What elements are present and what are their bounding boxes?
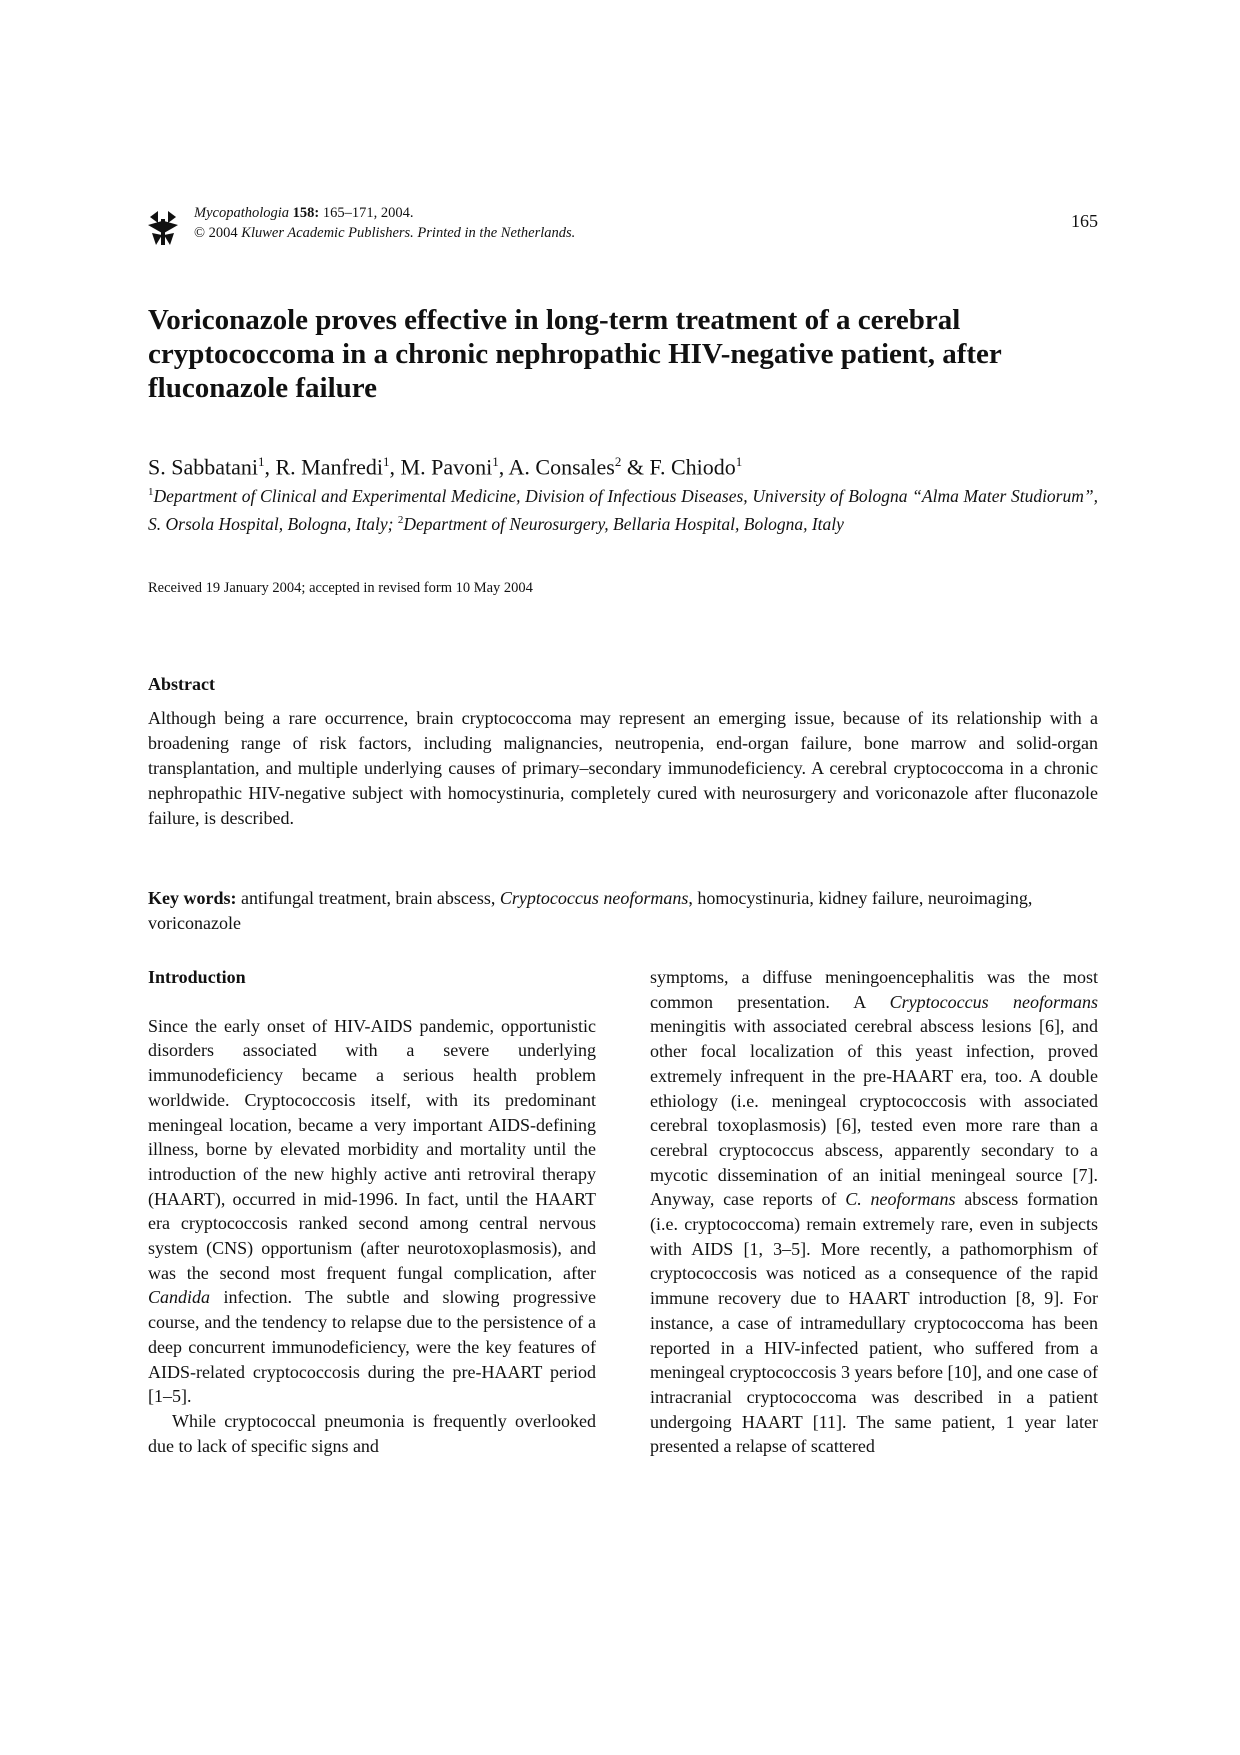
author-affiliation-mark: 1 [492,454,499,469]
author-name: A. Consales [508,454,615,480]
author-list [148,448,742,481]
journal-header [148,203,1098,253]
article-title: Voriconazole proves effective in long-term treatment of a cerebral cryptococcoma in a chronic nephropathic HIV-negative patient, after fluconazole failure [148,304,1002,404]
author-affiliation-mark: 1 [735,454,743,469]
journal-pages: 165–171, 2004. [322,205,414,221]
affiliation-mark: 2 [397,513,404,526]
author-affiliation-mark: 1 [383,454,390,469]
author-name: S. Sabbatani [148,454,258,480]
paragraph-italic: Cryptococcus neoformans [889,991,1098,1012]
copyright-publisher: Kluwer Academic Publishers. Printed in the Netherlands. [241,225,576,241]
author-name: M. Pavoni [400,454,493,480]
copyright-symbol: © [194,225,206,241]
right-column [650,965,1098,1459]
keywords-label: Key words: [148,888,237,908]
author-separator: & [621,454,650,480]
intro-paragraph-2-continued [650,965,1098,1459]
affiliation-mark: 1 [148,486,154,498]
paragraph-text: infection. The subtle and slowing progressive course, and the tendency to relapse due to the persistence of a deep concurrent immunodeficiency, were the key features of AIDS-related cryptococcosis during the pre-HAART period [1–5]. [148,1287,596,1407]
author-separator: , [389,454,401,480]
author-affiliation-mark: 1 [258,454,265,469]
keywords-italic: Cryptococcus neoformans [499,888,689,908]
journal-name: Mycopathologia [194,205,290,221]
intro-paragraph-2: While cryptococcal pneumonia is frequently overlooked due to lack of specific signs and [148,1410,596,1456]
journal-citation [194,203,575,243]
author-separator: , [264,454,276,480]
copyright-year: 2004 [208,225,238,241]
paragraph-text: Since the early onset of HIV-AIDS pandemic, opportunistic disorders associated with a severe underlying immunodeficiency became a serious health problem worldwide. Cryptococcosis itself, with its predominant meningeal location, became a very important AIDS-defining illness, borne by elevated morbidity and mortality until the introduction of the new highly active anti retroviral therapy (HAART), occurred in mid-1996. In fact, until the HAART era cryptococcosis ranked second among central nervous system (CNS) opportunism (after neurotoxoplasmosis), and was the second most frequent fungal complication, after [148,1015,596,1283]
affiliations [148,480,1098,536]
journal-volume: 158: [292,205,320,221]
page-number: 165 [1071,211,1098,231]
paragraph-italic: C. neoformans [845,1189,956,1210]
paragraph-text: meningitis with associated cerebral abscess lesions [6], and other focal localization of this yeast infection, proved extremely infrequent in the pre-HAART era, too. A double ethiology (i.e. meningeal cryptococcosis with associated cerebral toxoplasmosis) [6], tested even more rare than a cerebral cryptococcus abscess, apparently secondary to a mycotic dissemination of an initial meningeal source [7]. Anyway, case reports of [650,1016,1098,1210]
author-name: F. Chiodo [649,454,736,480]
affiliation-1: Department of Clinical and Experimental Medicine, Division of Infectious Diseases, University of Bologna “Alma Mater Studiorum”, S. Orsola Hospital, Bologna, Italy; [148,485,1098,534]
paragraph-text: symptoms, a diffuse meningoencephalitis was the most common presentation. A [650,967,1098,1012]
introduction-heading: Introduction [148,967,246,987]
author-separator: , [498,454,509,480]
intro-paragraph-1 [148,1014,596,1409]
author-name: R. Manfredi [275,454,384,480]
affiliation-2: Department of Neurosurgery, Bellaria Hospital, Bologna, Italy [403,513,844,534]
publisher-logo-icon [148,207,178,247]
received-dates: Received 19 January 2004; accepted in revised form 10 May 2004 [148,580,533,596]
abstract-heading: Abstract [148,674,215,694]
keywords-text: antifungal treatment, brain abscess, [236,888,500,908]
paragraph-italic: Candida [148,1287,211,1308]
keywords-text: , homocystinuria, kidney failure, neuroimaging, voriconazole [148,888,1033,933]
paragraph-text: abscess formation (i.e. cryptococcoma) remain extremely rare, even in subjects with AIDS [1, 3–5]. More recently, a pathomorphism of cryptococcosis was noticed as a consequence of the rapid immune recovery due to HAART introduction [8, 9]. For instance, a case of intramedullary cryptococcoma has been reported in a HIV-infected patient, who suffered from a meningeal cryptococcosis 3 years before [10], and one case of intracranial cryptococcoma was described in a patient undergoing HAART [11]. The same patient, 1 year later presented a relapse of scattered [650,1189,1098,1457]
keywords [148,886,1098,936]
left-column [148,965,596,1458]
abstract-text: Although being a rare occurrence, brain cryptococcoma may represent an emerging issue, because of its relationship with a broadening range of risk factors, including malignancies, neutropenia, end-organ failure, bone marrow and solid-organ transplantation, and multiple underlying causes of primary–secondary immunodeficiency. A cerebral cryptococcoma in a chronic nephropathic HIV-negative subject with homocystinuria, completely cured with neurosurgery and voriconazole after fluconazole failure, is described. [148,708,1098,828]
author-affiliation-mark: 2 [614,454,622,469]
